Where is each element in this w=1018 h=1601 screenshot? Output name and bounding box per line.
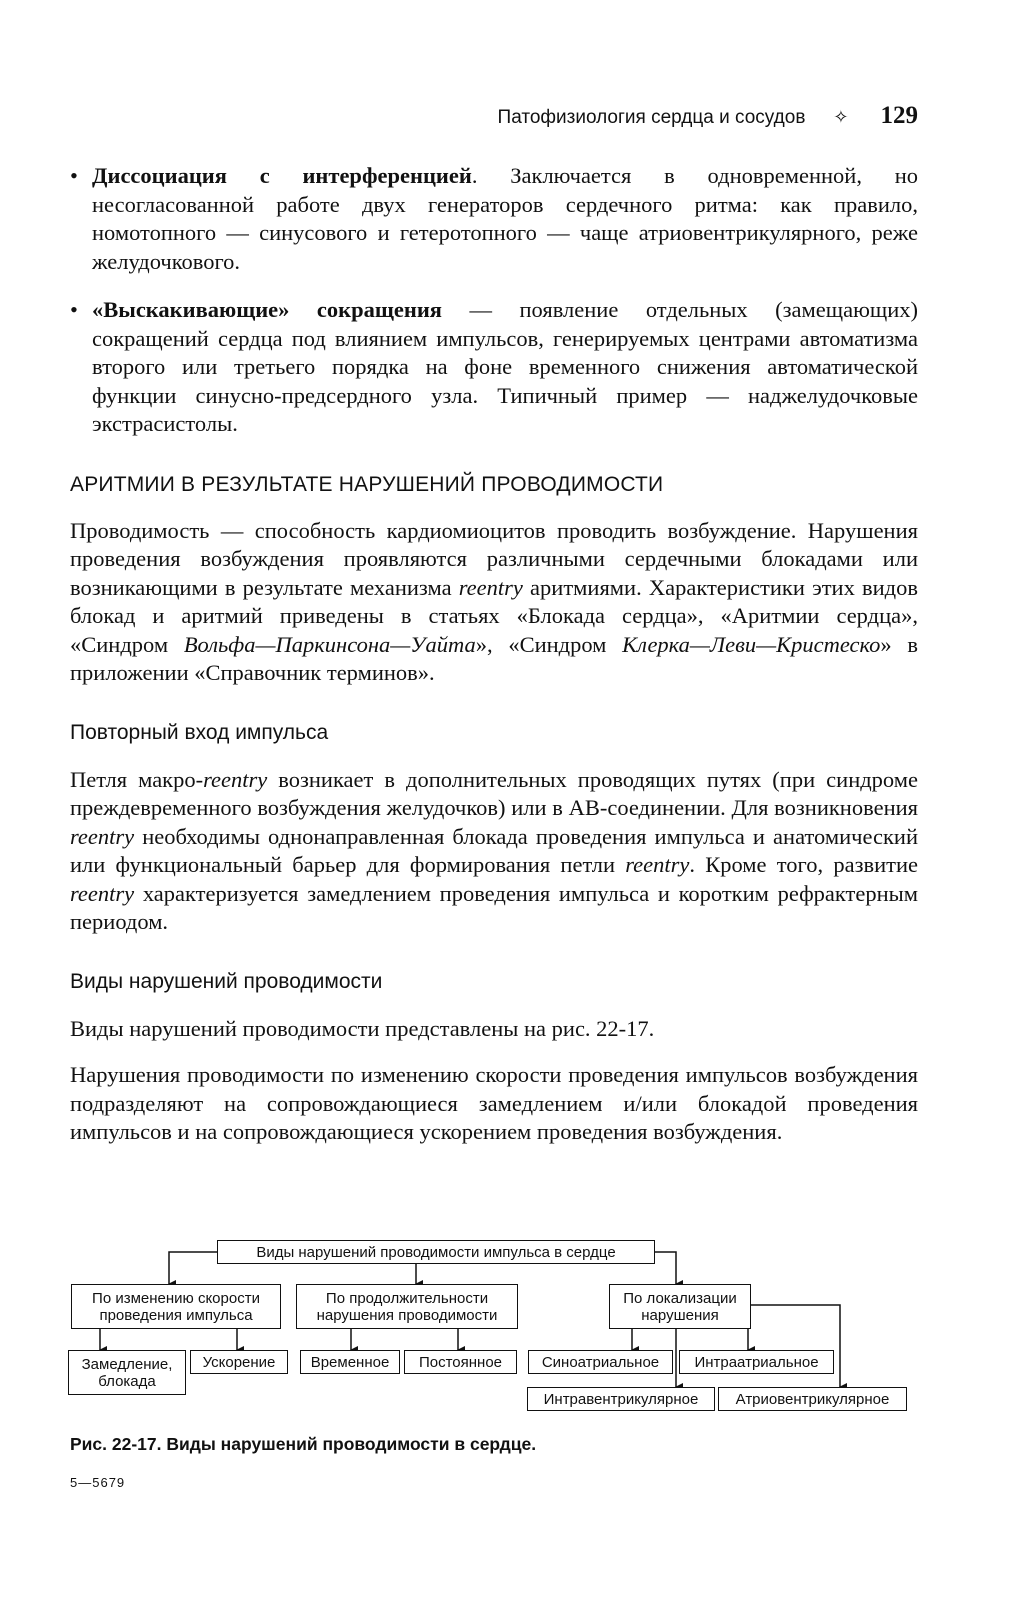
- bullet-dissociation: [70, 162, 918, 276]
- text-run: reentry: [70, 823, 135, 849]
- diagram-location-box: По локализации нарушения: [609, 1284, 751, 1329]
- diagram-temporary-box: Временное: [300, 1350, 400, 1374]
- figure-caption: Рис. 22-17. Виды нарушений проводимости в сердце.: [70, 1434, 537, 1454]
- text-run: возникает в дополнительных проводящих путях (при синдроме преждевременного возбуждения желудочков) или в АВ-соединении. Для возникновения: [70, 766, 918, 820]
- diagram-intraatrial-box: Интраатриальное: [679, 1350, 834, 1374]
- text-run: reentry: [70, 880, 135, 906]
- running-title: Патофизиология сердца и сосудов: [497, 107, 806, 128]
- bullet-term: Диссоциация с интерференцией: [92, 163, 472, 188]
- main-content: [70, 162, 918, 1147]
- paragraph-reentry: [70, 766, 918, 937]
- text-run: », «Синдром: [475, 631, 623, 657]
- text-run: характеризуется замедлением проведения импульса и коротким рефрактерным периодом.: [70, 880, 918, 934]
- bullet-escape-beats: [70, 296, 918, 439]
- paragraph-conduction: [70, 517, 918, 688]
- diagram-duration-box: По продолжительности нарушения проводимости: [296, 1284, 518, 1329]
- diagram-speed-box: По изменению скорости проведения импульса: [71, 1284, 281, 1329]
- page-number: 129: [880, 102, 918, 129]
- text-run: необходимы однонаправленная блокада проведения импульса и анатомический или функциональный барьер для формирования петли: [70, 823, 918, 877]
- diagram-permanent-box: Постоянное: [404, 1350, 517, 1374]
- bullet-term: «Выскакивающие» сокращения: [92, 297, 442, 322]
- paragraph-speed-classification: Нарушения проводимости по изменению скорости проведения импульсов возбуждения подразделяют на сопровождающиеся замедлением и/или блокадой проведения импульсов и на сопровождающиеся ускорением проведения возбуждения.: [70, 1062, 918, 1144]
- text-run: Вольфа—Паркинсона—Уайта: [183, 631, 476, 657]
- text-run: reentry: [203, 766, 268, 792]
- text-run: » в приложении «Справочник терминов».: [70, 631, 918, 685]
- subheading-conduction-types: Виды нарушений проводимости: [70, 969, 383, 993]
- diagram-sinoatrial-box: Синоатриальное: [528, 1350, 673, 1374]
- section-heading-conduction: АРИТМИИ В РЕЗУЛЬТАТЕ НАРУШЕНИЙ ПРОВОДИМОСТИ: [70, 472, 664, 496]
- text-run: Клерка—Леви—Кристеско: [622, 631, 881, 657]
- diagram-atrioventricular-box: Атриовентрикулярное: [718, 1387, 907, 1411]
- subheading-reentry: Повторный вход импульса: [70, 720, 329, 744]
- bullet-text: — появление отдельных (замещающих) сокращений сердца под влиянием импульсов, генерируемых центрами автоматизма второго или третьего порядка на фоне временного снижения автоматической функции синусно-предсердного узла. Типичный пример — наджелудочковые экстрасистолы.: [92, 297, 918, 436]
- text-run: Проводимость — способность кардиомиоцитов проводить возбуждение. Нарушения проведения возбуждения проявляются различными сердечными блокадами или возникающими в результате механизма: [70, 517, 918, 600]
- text-run: . Кроме того, развитие: [689, 852, 918, 877]
- text-run: reentry: [625, 852, 690, 877]
- paragraph-figure-reference: Виды нарушений проводимости представлены на рис. 22-17.: [70, 1015, 655, 1041]
- text-run: аритмиями. Характеристики этих видов блокад и аритмий приведены в статьях «Блокада сердца», «Аритмии сердца», «Синдром: [70, 574, 918, 657]
- bullet-text: . Заключается в одновременной, но несогласованной работе двух генераторов сердечного ритма: как правило, номотопного — синусового и гетеротопного — чаще атриовентрикулярного, реже желудочкового.: [92, 163, 918, 274]
- diamond-icon: ✧: [833, 107, 849, 127]
- diagram-fast-box: Ускорение: [190, 1350, 288, 1374]
- diagram-slow-box: Замедление, блокада: [68, 1350, 186, 1395]
- text-run: Петля макро-: [70, 766, 204, 792]
- diagram-root-box: Виды нарушений проводимости импульса в сердце: [217, 1240, 655, 1264]
- running-header: [498, 102, 918, 130]
- text-run: reentry: [458, 574, 523, 600]
- footer-signature: 5—5679: [70, 1475, 126, 1490]
- diagram-intraventricular-box: Интравентрикулярное: [527, 1387, 715, 1411]
